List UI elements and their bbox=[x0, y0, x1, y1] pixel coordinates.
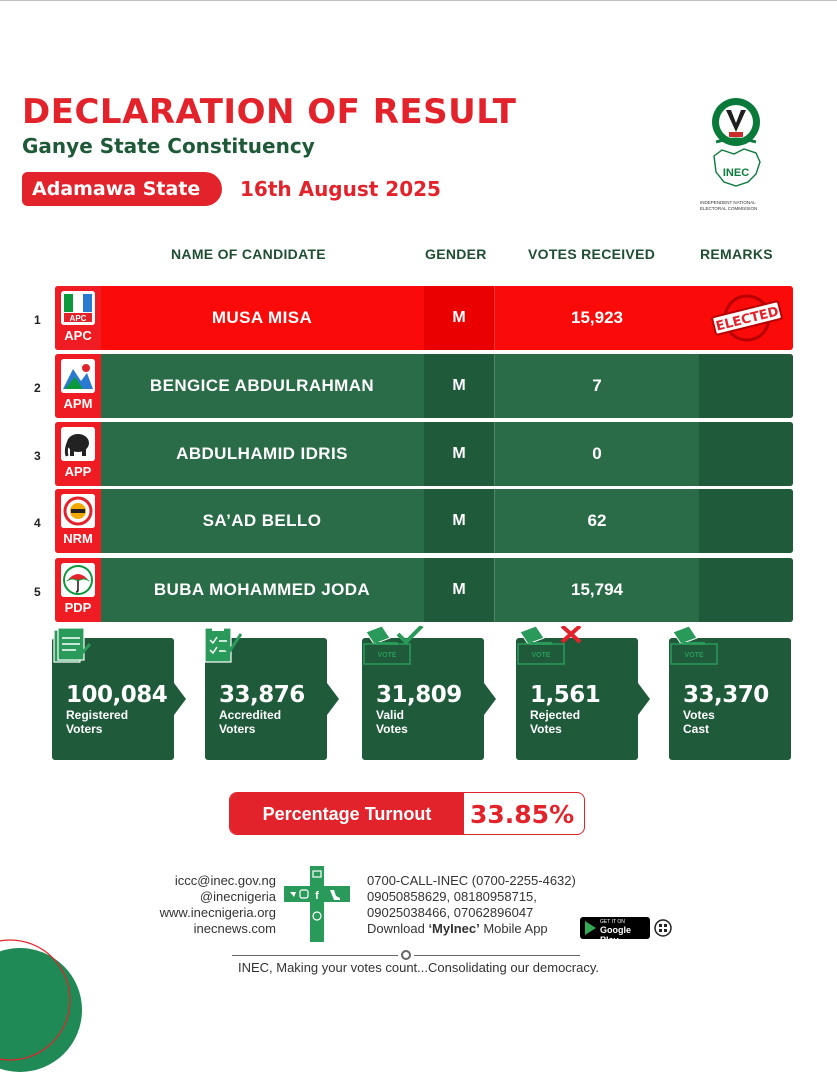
remarks-cell bbox=[699, 558, 793, 622]
stat-label-line1: Valid bbox=[376, 708, 405, 722]
phone-contacts bbox=[367, 873, 627, 921]
page-title: DECLARATION OF RESULT bbox=[22, 92, 517, 132]
stat-label-line2: Voters bbox=[219, 722, 256, 736]
store-small-text: GET IT ON bbox=[600, 919, 625, 925]
ballot-label: VOTE bbox=[377, 652, 397, 659]
table-row bbox=[55, 558, 793, 622]
stat-label bbox=[683, 708, 715, 736]
stat-rejected-votes bbox=[516, 638, 638, 760]
votes-received: 0 bbox=[494, 422, 699, 486]
remarks-cell bbox=[699, 489, 793, 553]
checklist-icon bbox=[205, 626, 275, 676]
turnout-value: 33.85% bbox=[470, 800, 575, 829]
pdp-umbrella-icon bbox=[61, 563, 95, 597]
divider-dot bbox=[401, 950, 411, 960]
arrow-icon bbox=[174, 683, 186, 715]
stat-value: 33,370 bbox=[683, 682, 769, 708]
candidate-gender: M bbox=[424, 354, 494, 418]
social-handle[interactable]: @inecnigeria bbox=[199, 889, 276, 904]
app-elephant-icon bbox=[61, 427, 95, 461]
stat-value: 33,876 bbox=[219, 682, 305, 708]
facebook-icon[interactable]: f bbox=[315, 890, 319, 902]
header-votes: VOTES RECEIVED bbox=[528, 246, 656, 262]
app-suffix: Mobile App bbox=[479, 921, 548, 936]
elected-stamp-icon bbox=[711, 292, 783, 344]
divider bbox=[232, 955, 398, 956]
party-abbreviation: APM bbox=[63, 396, 93, 411]
apm-logo-icon bbox=[61, 359, 95, 393]
header-gender: GENDER bbox=[425, 246, 487, 262]
stat-label-line2: Voters bbox=[66, 722, 103, 736]
inec-caption: INDEPENDENT NATIONAL ELECTORAL COMMISSION bbox=[700, 200, 758, 211]
news-link[interactable]: inecnews.com bbox=[193, 921, 276, 936]
ballot-box-icon bbox=[669, 626, 739, 676]
inec-logo-icon bbox=[700, 96, 772, 216]
candidate-name: MUSA MISA bbox=[211, 308, 313, 327]
qr-code-icon[interactable] bbox=[654, 919, 672, 937]
row-number: 4 bbox=[34, 516, 41, 530]
party-logo-cell bbox=[55, 489, 101, 553]
candidate-name: BENGICE ABDULRAHMAN bbox=[149, 376, 375, 395]
remarks-cell bbox=[699, 422, 793, 486]
google-play-button[interactable] bbox=[580, 917, 650, 945]
email-link[interactable]: iccc@inec.gov.ng bbox=[174, 873, 276, 888]
header-candidate: NAME OF CANDIDATE bbox=[171, 246, 326, 262]
apc-logo-text: APC bbox=[69, 314, 87, 323]
ballot-reject-icon bbox=[516, 626, 586, 676]
turnout-box bbox=[229, 792, 585, 835]
website-link[interactable]: www.inecnigeria.org bbox=[159, 905, 276, 920]
apc-logo-icon bbox=[61, 291, 95, 325]
slogan: INEC, Making your votes count...Consolidating our democracy. bbox=[237, 960, 600, 975]
stat-label-line1: Rejected bbox=[530, 708, 581, 722]
stat-registered-voters bbox=[52, 638, 174, 760]
document-icon bbox=[52, 626, 122, 676]
stat-label bbox=[219, 708, 281, 736]
stat-votes-cast bbox=[669, 638, 791, 760]
elected-stamp-text: ELECTED bbox=[714, 304, 781, 335]
candidate-gender: M bbox=[424, 286, 494, 350]
corner-decoration bbox=[0, 920, 110, 1080]
arrow-icon bbox=[638, 683, 650, 715]
inec-logo-text: INEC bbox=[722, 167, 750, 179]
candidate-name: BUBA MOHAMMED JODA bbox=[153, 580, 371, 599]
stat-label-line2: Cast bbox=[683, 722, 710, 736]
phone-numbers[interactable]: 09050858629, 08180958715, bbox=[367, 889, 537, 904]
top-border bbox=[0, 0, 837, 1]
stat-label-line2: Votes bbox=[530, 722, 562, 736]
votes-received: 15,794 bbox=[494, 558, 699, 622]
party-abbreviation: APC bbox=[64, 328, 92, 343]
party-logo-cell bbox=[55, 286, 101, 350]
stat-label-line1: Votes bbox=[683, 708, 715, 722]
app-name: ‘MyInec’ bbox=[428, 921, 480, 936]
row-number: 1 bbox=[34, 313, 41, 327]
table-row bbox=[55, 489, 793, 553]
party-abbreviation: APP bbox=[64, 464, 92, 479]
stat-value: 100,084 bbox=[66, 682, 168, 708]
play-store-icon bbox=[585, 921, 596, 935]
stat-value: 1,561 bbox=[530, 682, 601, 708]
stat-label bbox=[376, 708, 408, 736]
arrow-icon bbox=[327, 683, 339, 715]
remarks-cell bbox=[699, 286, 793, 350]
candidate-name: SA’AD BELLO bbox=[202, 511, 322, 530]
declaration-date: 16th August 2025 bbox=[240, 177, 441, 201]
app-download-text bbox=[367, 921, 548, 936]
row-number: 2 bbox=[34, 381, 41, 395]
ballot-label: VOTE bbox=[531, 652, 551, 659]
nrm-logo-icon bbox=[61, 494, 95, 528]
candidate-gender: M bbox=[424, 422, 494, 486]
candidate-name: ABDULHAMID IDRIS bbox=[176, 444, 348, 463]
candidate-gender: M bbox=[424, 489, 494, 553]
remarks-cell bbox=[699, 354, 793, 418]
stat-label-line2: Votes bbox=[376, 722, 408, 736]
table-row bbox=[55, 422, 793, 486]
header-remarks: REMARKS bbox=[700, 246, 773, 262]
store-name: Google Play bbox=[600, 925, 631, 945]
votes-received: 62 bbox=[494, 489, 699, 553]
constituency-name: Ganye State Constituency bbox=[22, 134, 315, 158]
table-row bbox=[55, 286, 793, 350]
party-logo-cell bbox=[55, 354, 101, 418]
phone-numbers[interactable]: 09025038466, 07062896047 bbox=[367, 905, 534, 920]
stat-accredited-voters bbox=[205, 638, 327, 760]
table-row bbox=[55, 354, 793, 418]
turnout-label: Percentage Turnout bbox=[230, 793, 464, 835]
stat-value: 31,809 bbox=[376, 682, 462, 708]
stat-label bbox=[530, 708, 580, 736]
divider bbox=[414, 955, 580, 956]
votes-received: 7 bbox=[494, 354, 699, 418]
row-number: 5 bbox=[34, 585, 41, 599]
ballot-check-icon bbox=[362, 626, 432, 676]
party-abbreviation: NRM bbox=[63, 531, 93, 546]
contact-links bbox=[100, 873, 276, 937]
app-prefix: Download bbox=[367, 921, 429, 936]
social-icons bbox=[284, 866, 350, 942]
ballot-label: VOTE bbox=[684, 652, 704, 659]
call-line[interactable]: 0700-CALL-INEC (0700-2255-4632) bbox=[367, 873, 576, 888]
stat-valid-votes bbox=[362, 638, 484, 760]
row-number: 3 bbox=[34, 449, 41, 463]
party-abbreviation: PDP bbox=[64, 600, 92, 615]
stat-label bbox=[66, 708, 128, 736]
party-logo-cell bbox=[55, 558, 101, 622]
party-logo-cell bbox=[55, 422, 101, 486]
arrow-icon bbox=[484, 683, 496, 715]
candidate-gender: M bbox=[424, 558, 494, 622]
stat-label-line1: Registered bbox=[66, 708, 129, 722]
votes-received: 15,923 bbox=[494, 286, 699, 350]
stat-label-line1: Accredited bbox=[219, 708, 282, 722]
state-badge: Adamawa State bbox=[22, 172, 222, 206]
